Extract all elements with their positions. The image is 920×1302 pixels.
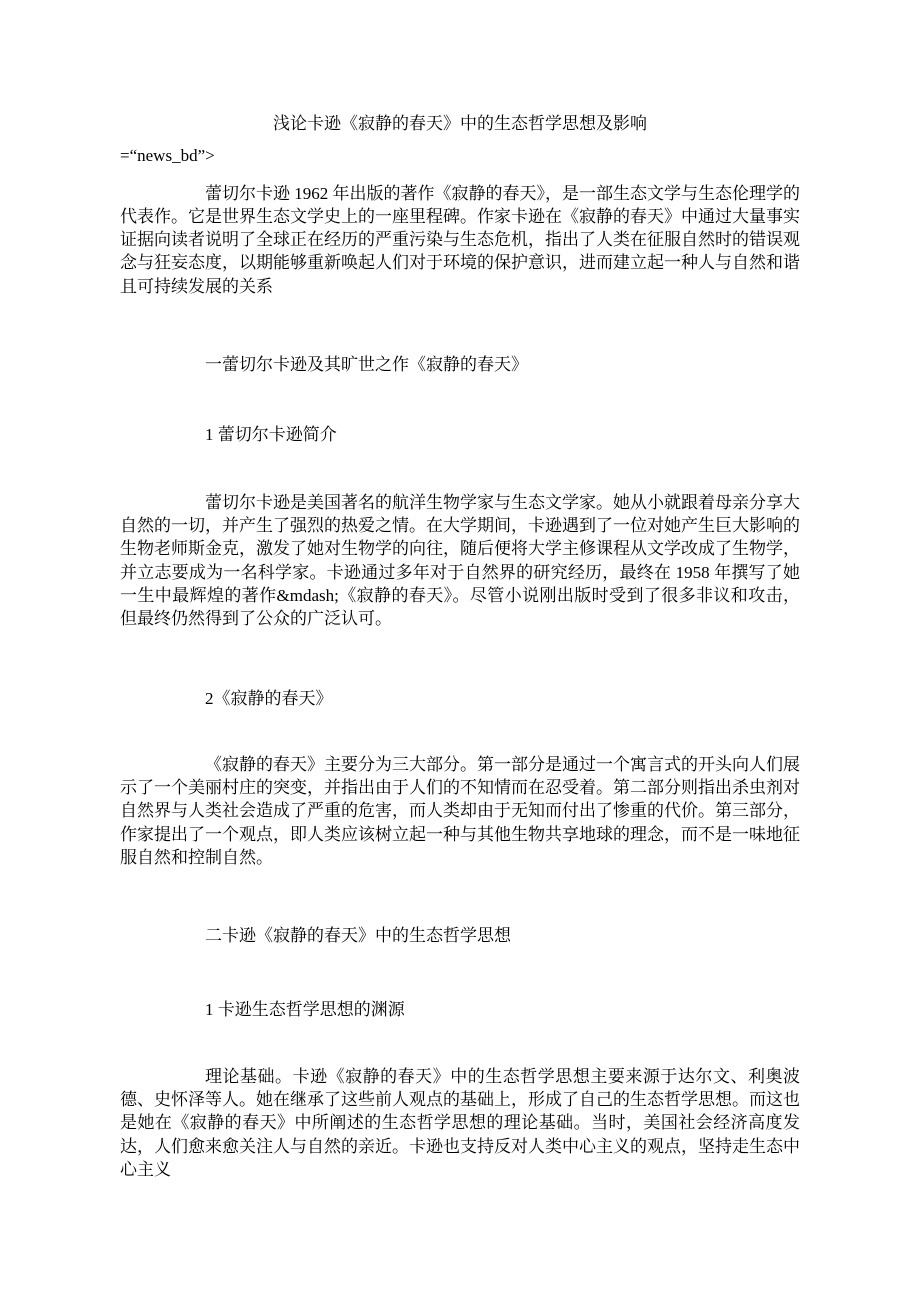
heading-philosophy-origin: 1 卡逊生态哲学思想的渊源 — [205, 999, 405, 1019]
paragraph-intro: 蕾切尔卡逊 1962 年出版的著作《寂静的春天》，是一部生态文学与生态伦理学的代表作。它是世界生态文学史上的一座里程碑。作家卡逊在《寂静的春天》中通过大量事实证据向读者说明了全球正在经历的严重污染与生态危机，指出了人类在征服自然时的错误观念与狂妄态度，以期能够重新唤起人们对于环境的保护意识，进而建立起一种人与自然和谐且可持续发展的关系 — [120, 183, 800, 296]
heading-part2: 二卡逊《寂静的春天》中的生态哲学思想 — [205, 926, 511, 946]
paragraph-silent-spring: 《寂静的春天》主要分为三大部分。第一部分是通过一个寓言式的开头向人们展示了一个美丽村庄的突变，并指出由于人们的不知情而在忍受着。第二部分则指出杀虫剂对自然界与人类社会造成了严重的危害，而人类却由于无知而付出了惨重的代价。第三部分，作家提出了一个观点，即人类应该树立起一种与其他生物共享地球的理念，而不是一味地征服自然和控制自然。 — [120, 754, 800, 867]
heading-part1: 一蕾切尔卡逊及其旷世之作《寂静的春天》 — [205, 355, 528, 375]
paragraph-carson-bio: 蕾切尔卡逊是美国著名的航洋生物学家与生态文学家。她从小就跟着母亲分享大自然的一切，并产生了强烈的热爱之情。在大学期间，卡逊遇到了一位对她产生巨大影响的生物老师斯金克，激发了她对生物学的向往，随后便将大学主修课程从文学改成了生物学，并立志要成为一名科学家。卡逊通过多年对于自然界的研究经历，最终在 1958 年撰写了她一生中最辉煌的著作&mdash;《寂静的春天》。尽管小说刚出版时受到了很多非议和攻击，但最终仍然得到了公众的广泛认可。 — [120, 492, 800, 629]
paragraph-philosophy-origin: 理论基础。卡逊《寂静的春天》中的生态哲学思想主要来源于达尔文、利奥波德、史怀泽等人。她在继承了这些前人观点的基础上，形成了自己的生态哲学思想。而这也是她在《寂静的春天》中所阐述的生态哲学思想的理论基础。当时，美国社会经济高度发达，人们愈来愈关注人与自然的亲近。卡逊也支持反对人类中心主义的观点，坚持走生态中心主义 — [120, 1066, 800, 1180]
heading-silent-spring: 2《寂静的春天》 — [205, 689, 333, 709]
document-title: 浅论卡逊《寂静的春天》中的生态哲学思想及影响 — [273, 114, 647, 133]
heading-carson-bio: 1 蕾切尔卡逊简介 — [205, 425, 337, 445]
meta-line: =“news_bd”> — [120, 146, 215, 166]
